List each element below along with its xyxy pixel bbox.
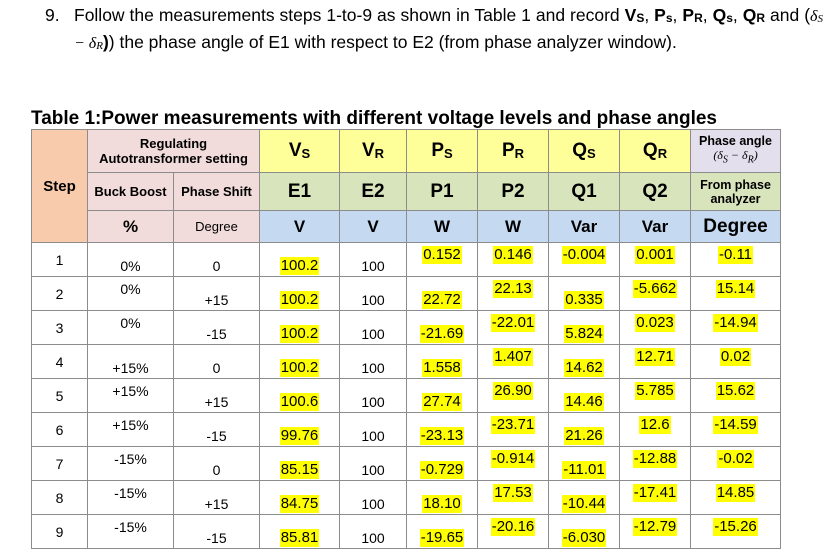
symbol-qr: QR (742, 5, 766, 25)
step-value: 4 (55, 353, 64, 370)
q1-value: 21.26 (565, 426, 603, 444)
cell-p1 (407, 413, 478, 447)
p1-value: 0.152 (423, 245, 461, 263)
bb-value: 0% (120, 314, 141, 331)
q2-value: -12.79 (633, 517, 677, 535)
cell-p1 (407, 243, 478, 277)
q1-unit: Var (549, 211, 620, 243)
cell-ps (174, 413, 260, 447)
cell-q2 (620, 345, 691, 379)
cell-step (32, 481, 88, 515)
symbol-pr: PR (682, 5, 703, 25)
e1-value: 100.2 (280, 290, 319, 308)
cell-e2 (340, 481, 407, 515)
cell-step (32, 447, 88, 481)
step-value: 3 (55, 319, 64, 336)
cell-e2 (340, 345, 407, 379)
symbol-qs: Qs (712, 5, 733, 25)
bb-value: 0% (120, 257, 141, 274)
cell-e2 (340, 277, 407, 311)
cell-e2 (340, 243, 407, 277)
p2-value: -0.914 (491, 449, 535, 467)
ps-value: +15 (204, 291, 229, 308)
cell-p1 (407, 379, 478, 413)
cell-p2 (478, 379, 549, 413)
cell-bb (88, 345, 174, 379)
p2-value: 0.146 (494, 245, 532, 263)
cell-ang (691, 379, 781, 413)
instruction-paragraph (45, 4, 823, 58)
cell-q1 (549, 345, 620, 379)
cell-bb (88, 277, 174, 311)
ps-header: PS (407, 130, 478, 173)
e1-value: 100.2 (280, 358, 319, 376)
q2-value: 12.6 (640, 415, 670, 433)
cell-ang (691, 311, 781, 345)
table-row (32, 447, 781, 481)
cell-ps (174, 447, 260, 481)
cell-bb (88, 515, 174, 549)
cell-q1 (549, 277, 620, 311)
cell-step (32, 311, 88, 345)
e2-value: 100 (361, 325, 385, 342)
e1-value: 85.15 (280, 460, 319, 478)
cell-e1 (260, 243, 340, 277)
q2-value: 0.001 (636, 245, 674, 263)
table-body (32, 243, 781, 549)
q2-header: Q2 (620, 173, 691, 211)
cell-q2 (620, 243, 691, 277)
vs-header: VS (260, 130, 340, 173)
q2-value: -12.88 (633, 449, 677, 467)
cell-q1 (549, 413, 620, 447)
p2-header: P2 (478, 173, 549, 211)
cell-p2 (478, 447, 549, 481)
cell-q2 (620, 277, 691, 311)
q1-value: -11.01 (563, 460, 605, 478)
step-value: 1 (55, 251, 64, 268)
bb-value: +15% (112, 359, 149, 376)
cell-ang (691, 243, 781, 277)
cell-p1 (407, 481, 478, 515)
q2-unit: Var (620, 211, 691, 243)
q2-value: -5.662 (633, 279, 677, 297)
q1-value: -10.44 (562, 494, 606, 512)
cell-e2 (340, 413, 407, 447)
p1-header: P1 (407, 173, 478, 211)
cell-p2 (478, 515, 549, 549)
e2-value: 100 (361, 359, 385, 376)
p2-value: 26.90 (494, 381, 532, 399)
p2-value: 1.407 (494, 347, 532, 365)
step-value: 2 (55, 285, 64, 302)
cell-bb (88, 447, 174, 481)
e2-value: 100 (361, 427, 385, 444)
e1-header: E1 (260, 173, 340, 211)
cell-e1 (260, 277, 340, 311)
cell-bb (88, 243, 174, 277)
p2-value: 22.13 (494, 279, 532, 297)
cell-e2 (340, 447, 407, 481)
q1-header: Q1 (549, 173, 620, 211)
cell-bb (88, 311, 174, 345)
phase-angle-header: Phase angle $(\delta_S - \delta_R)$ (691, 130, 781, 173)
cell-e2 (340, 379, 407, 413)
p2-value: 17.53 (494, 483, 532, 501)
cell-step (32, 413, 88, 447)
cell-e1 (260, 515, 340, 549)
cell-q1 (549, 447, 620, 481)
cell-ps (174, 481, 260, 515)
vr-header: VR (340, 130, 407, 173)
ps-value: -15 (206, 529, 227, 546)
cell-e2 (340, 311, 407, 345)
cell-ps (174, 277, 260, 311)
ang-value: 0.02 (720, 347, 751, 365)
cell-e1 (260, 345, 340, 379)
percent-unit: % (88, 211, 174, 243)
p1-value: 27.74 (423, 392, 461, 410)
ang-value: -14.94 (714, 313, 757, 331)
cell-p1 (407, 345, 478, 379)
ang-value: 15.14 (716, 279, 755, 297)
phase-angle-unit: Degree (691, 211, 781, 243)
cell-ang (691, 481, 781, 515)
table-row (32, 515, 781, 549)
e1-value: 99.76 (280, 426, 319, 444)
q1-value: -6.030 (562, 528, 606, 546)
cell-q2 (620, 379, 691, 413)
q2-value: 5.785 (636, 381, 674, 399)
cell-p2 (478, 413, 549, 447)
buck-boost-header: Buck Boost (88, 173, 174, 211)
q1-value: 14.46 (565, 392, 603, 410)
cell-p2 (478, 311, 549, 345)
cell-p2 (478, 481, 549, 515)
p2-value: -20.16 (491, 517, 535, 535)
cell-step (32, 277, 88, 311)
cell-q2 (620, 413, 691, 447)
cell-p2 (478, 345, 549, 379)
step-value: 5 (55, 387, 64, 404)
power-measurements-table (31, 129, 781, 549)
step-value: 7 (55, 455, 64, 472)
symbol-vs: VS (624, 5, 645, 25)
e2-value: 100 (361, 529, 385, 546)
pr-header: PR (478, 130, 549, 173)
e1-value: 100.2 (280, 256, 319, 274)
q1-value: 5.824 (565, 324, 603, 342)
table-row (32, 311, 781, 345)
q1-value: -0.004 (562, 245, 606, 263)
bb-value: +15% (112, 416, 149, 433)
bb-value: -15% (114, 484, 147, 501)
phase-angle-math: $(\delta_S - \delta_R)$ (713, 148, 758, 166)
cell-bb (88, 413, 174, 447)
cell-q1 (549, 481, 620, 515)
ang-value: -15.26 (714, 517, 757, 535)
cell-ang (691, 413, 781, 447)
cell-ps (174, 515, 260, 549)
table-caption: Table 1:Power measurements with different voltage levels and phase angles (31, 108, 717, 129)
step-header: Step (32, 130, 88, 243)
e2-value: 100 (361, 393, 385, 410)
qs-header: QS (549, 130, 620, 173)
regulating-header: Regulating Autotransformer setting (88, 130, 260, 173)
step-value: 8 (55, 489, 64, 506)
bb-value: -15% (114, 518, 147, 535)
cell-ang (691, 515, 781, 549)
cell-q2 (620, 447, 691, 481)
cell-e2 (340, 515, 407, 549)
e2-value: 100 (361, 257, 385, 274)
p1-unit: W (407, 211, 478, 243)
cell-ps (174, 379, 260, 413)
q2-value: -17.41 (633, 483, 677, 501)
p1-value: -0.729 (420, 460, 464, 478)
e1-value: 84.75 (280, 494, 319, 512)
p1-value: 22.72 (423, 290, 461, 308)
symbol-ps: Ps (654, 5, 673, 25)
ang-value: -14.59 (714, 415, 757, 433)
p2-unit: W (478, 211, 549, 243)
ps-value: -15 (206, 325, 227, 342)
e2-unit: V (340, 211, 407, 243)
p1-value: 1.558 (423, 358, 461, 376)
cell-ang (691, 345, 781, 379)
step-value: 9 (55, 523, 64, 540)
from-phase-analyzer-header: From phase analyzer (691, 173, 781, 211)
cell-step (32, 345, 88, 379)
bb-value: 0% (120, 280, 141, 297)
cell-q2 (620, 481, 691, 515)
e2-header: E2 (340, 173, 407, 211)
table-row (32, 413, 781, 447)
cell-e1 (260, 379, 340, 413)
cell-ps (174, 345, 260, 379)
p2-value: -23.71 (491, 415, 535, 433)
ps-value: +15 (204, 393, 229, 410)
e1-value: 100.6 (280, 392, 319, 410)
cell-bb (88, 379, 174, 413)
q2-value: 0.023 (636, 313, 674, 331)
q1-value: 14.62 (565, 358, 603, 376)
cell-q1 (549, 311, 620, 345)
cell-p1 (407, 447, 478, 481)
p1-value: 18.10 (423, 494, 461, 512)
p1-value: -19.65 (420, 528, 464, 546)
cell-ps (174, 243, 260, 277)
cell-ang (691, 447, 781, 481)
ps-value: +15 (204, 495, 229, 512)
p1-value: -21.69 (420, 324, 464, 342)
ps-value: 0 (212, 461, 221, 478)
step-value: 6 (55, 421, 64, 438)
cell-q1 (549, 243, 620, 277)
e2-value: 100 (361, 495, 385, 512)
e2-value: 100 (361, 461, 385, 478)
item-number: 9. (45, 5, 60, 25)
cell-q1 (549, 379, 620, 413)
cell-q2 (620, 311, 691, 345)
ang-value: -0.02 (718, 449, 753, 467)
ps-value: 0 (212, 359, 221, 376)
ps-value: -15 (206, 427, 227, 444)
cell-bb (88, 481, 174, 515)
ang-value: 15.62 (716, 381, 755, 399)
cell-q1 (549, 515, 620, 549)
cell-ps (174, 311, 260, 345)
table-row (32, 379, 781, 413)
table-row (32, 481, 781, 515)
p1-value: -23.13 (420, 426, 464, 444)
phase-shift-header: Phase Shift (174, 173, 260, 211)
cell-e1 (260, 481, 340, 515)
cell-e1 (260, 413, 340, 447)
cell-q2 (620, 515, 691, 549)
cell-ang (691, 277, 781, 311)
q2-value: 12.71 (636, 347, 674, 365)
e2-value: 100 (361, 291, 385, 308)
e1-value: 100.2 (280, 324, 319, 342)
table-row (32, 345, 781, 379)
qr-header: QR (620, 130, 691, 173)
cell-step (32, 515, 88, 549)
p2-value: -22.01 (491, 313, 535, 331)
cell-p1 (407, 515, 478, 549)
cell-e1 (260, 311, 340, 345)
cell-p1 (407, 277, 478, 311)
bb-value: -15% (114, 450, 147, 467)
ang-value: -0.11 (718, 245, 753, 263)
table-row (32, 243, 781, 277)
q1-value: 0.335 (565, 290, 603, 308)
cell-p2 (478, 243, 549, 277)
ps-value: 0 (212, 257, 221, 274)
cell-e1 (260, 447, 340, 481)
e1-unit: V (260, 211, 340, 243)
e1-value: 85.81 (280, 528, 319, 546)
degree-unit: Degree (174, 211, 260, 243)
instruction-text: Follow the measurements steps 1-to-9 as shown in Table 1 and record VS, Ps, PR, Qs, QR and (δS − δR)) the phase angle of E1 with respect to E2 (from phase analyzer window). (74, 5, 823, 52)
cell-step (32, 379, 88, 413)
cell-p1 (407, 311, 478, 345)
cell-step (32, 243, 88, 277)
table-row (32, 277, 781, 311)
bb-value: +15% (112, 382, 149, 399)
cell-p2 (478, 277, 549, 311)
ang-value: 14.85 (716, 483, 755, 501)
phase-difference-math: δS − δR (74, 8, 823, 52)
